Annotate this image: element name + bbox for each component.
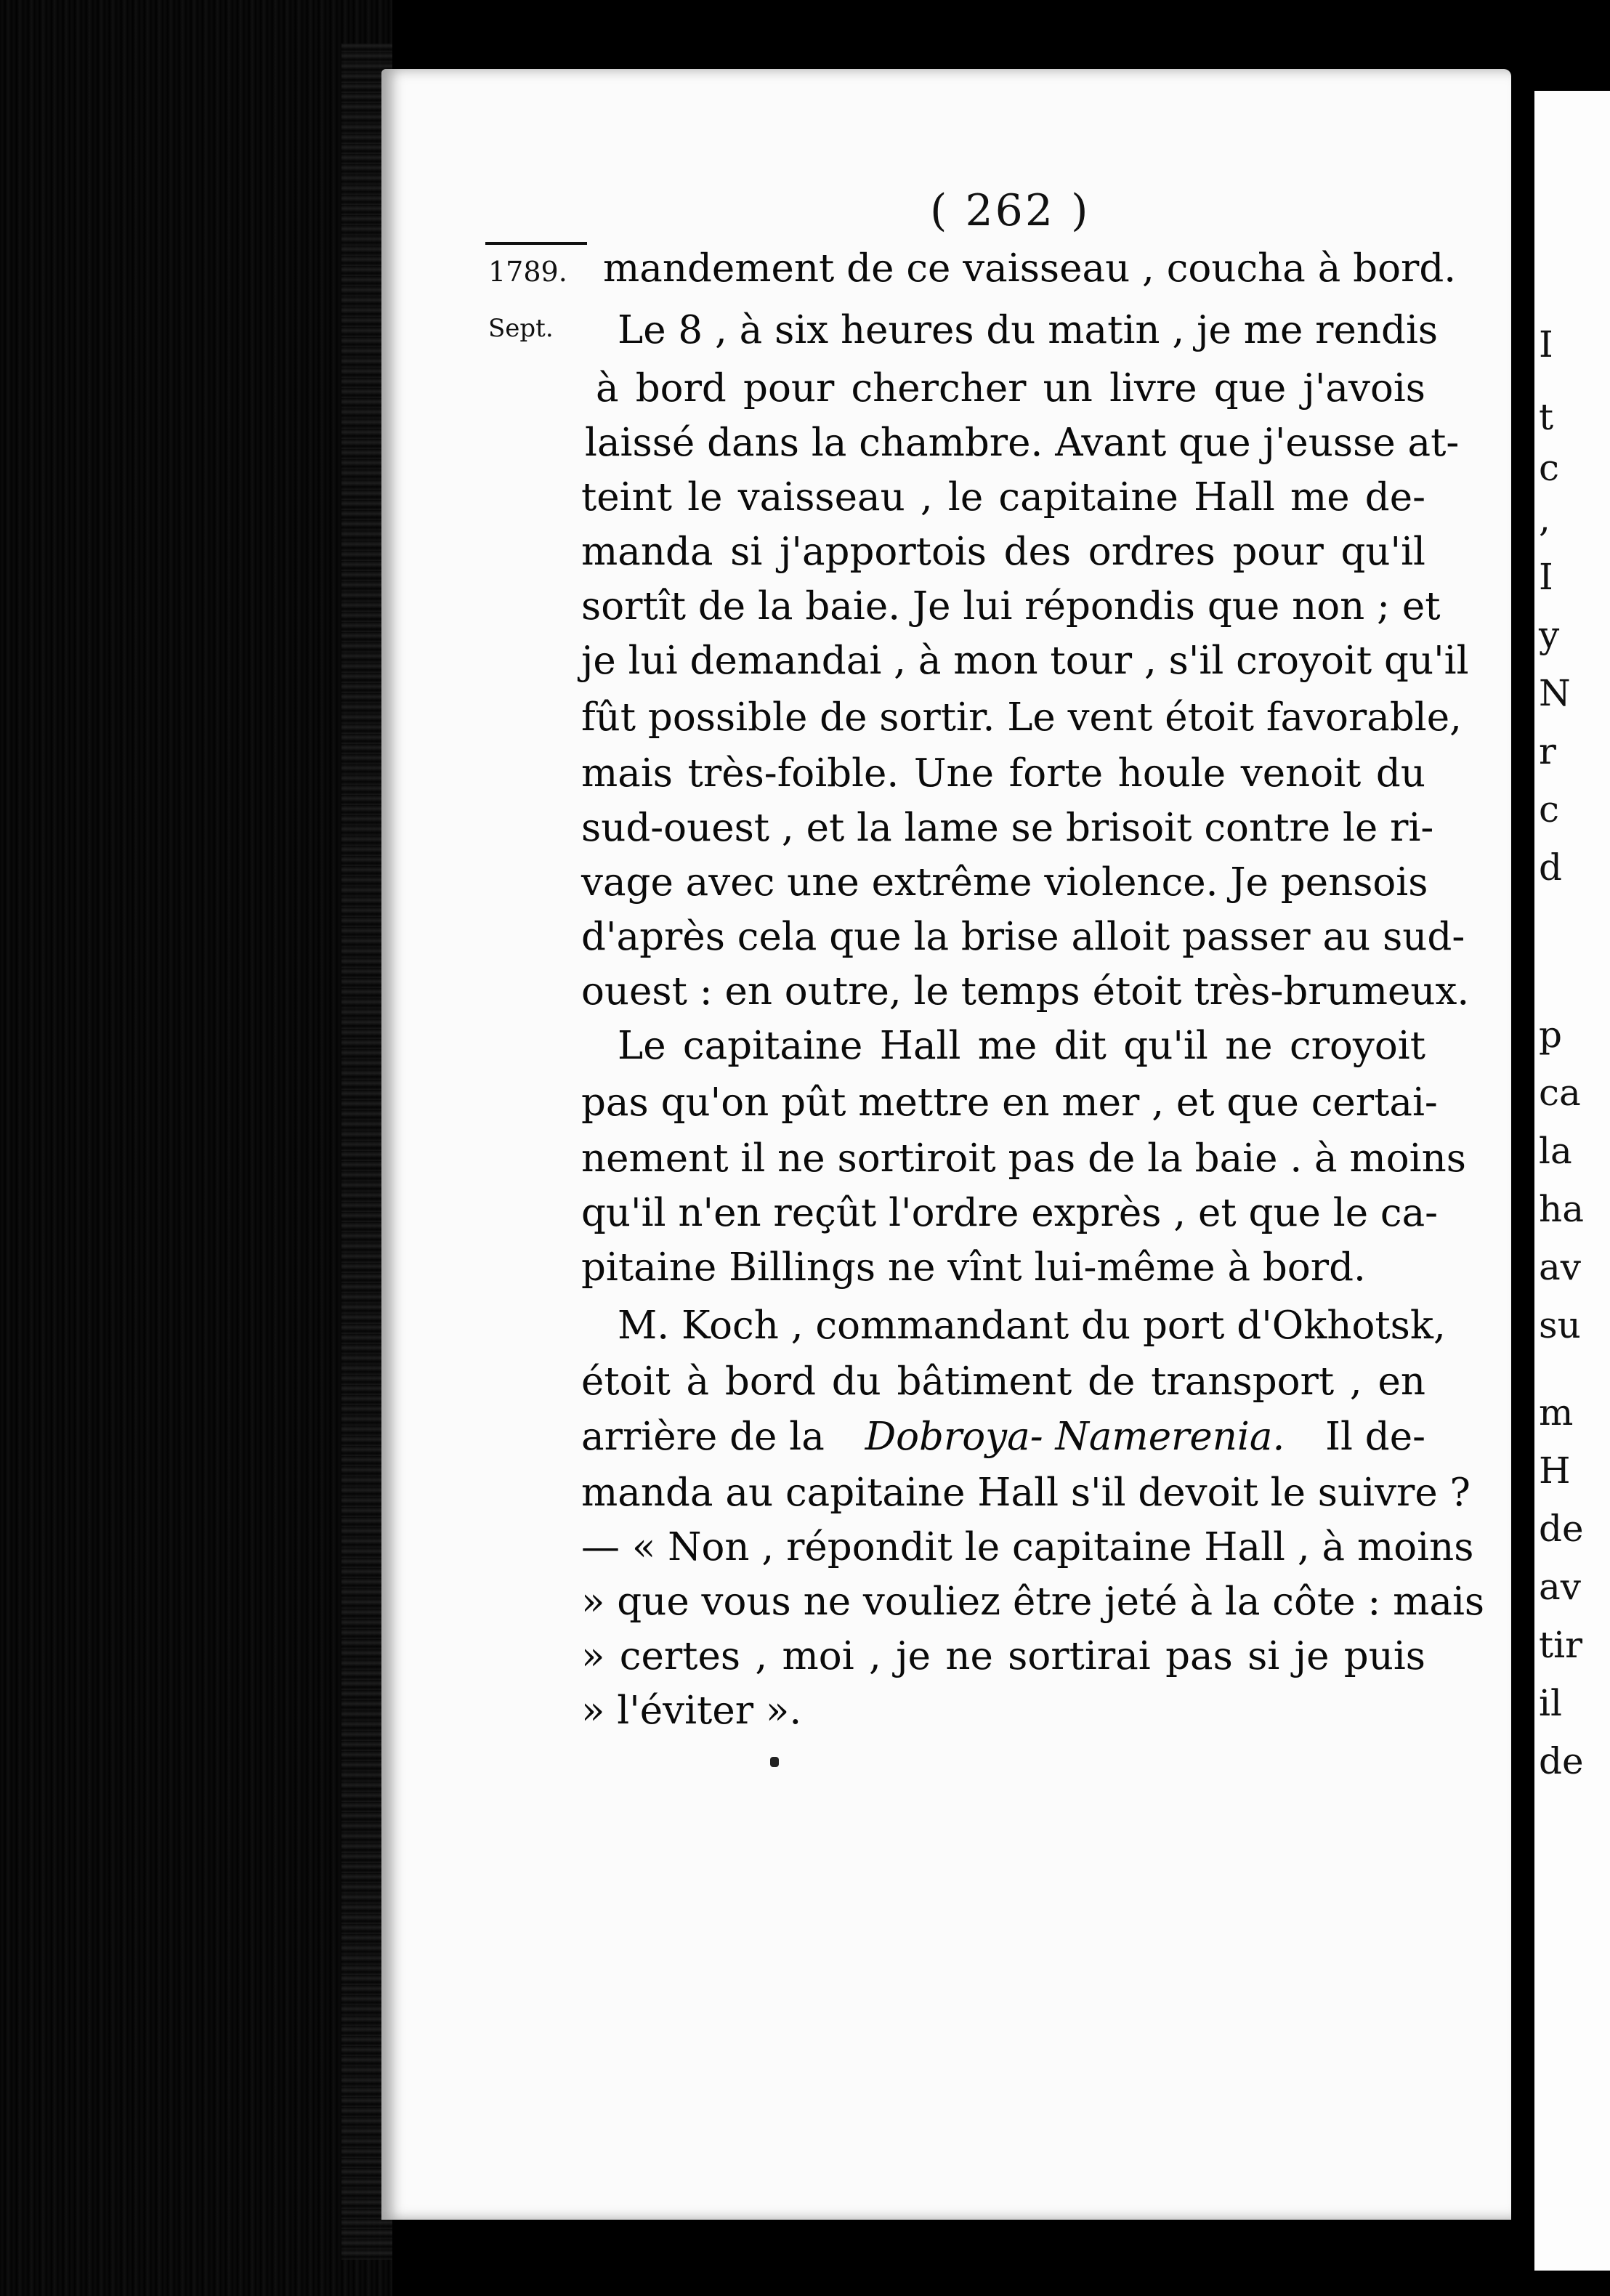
next-page-char: H [1539,1450,1571,1492]
next-page-char: il [1539,1682,1562,1724]
next-page-char: p [1539,1014,1563,1056]
text-line: laissé dans la chambre. Avant que j'eusse at- [585,421,1460,465]
next-page-char: N [1539,672,1571,714]
next-page-char: la [1539,1130,1572,1172]
next-page-char: ca [1539,1072,1581,1114]
text-line: vage avec une extrême violence. Je pensois [581,860,1428,905]
text-line: pas qu'on pût mettre en mer , et que certai- [581,1080,1438,1125]
ship-name: Dobroya- Namerenia. [865,1415,1285,1459]
text-line: » l'éviter ». [581,1689,802,1733]
text-line: mais très-foible. Une forte houle venoit du [581,751,1425,796]
text-line: teint le vaisseau , le capitaine Hall me de- [581,475,1425,520]
page-number: ( 262 ) [930,185,1091,236]
text-segment: arrière de la [581,1415,825,1459]
text-line: nement il ne sortiroit pas de la baie . à moins [581,1136,1466,1181]
text-line: je lui demandai , à mon tour , s'il croyoit qu'il [581,639,1469,683]
text-line: M. Koch , commandant du port d'Okhotsk, [618,1303,1446,1348]
text-line: étoit à bord du bâtiment de transport , en [581,1359,1425,1404]
text-segment: Il de- [1325,1415,1425,1459]
next-page-char: av [1539,1566,1582,1608]
text-line: Le capitaine Hall me dit qu'il ne croyoit [618,1024,1425,1068]
text-line: mandement de ce vaisseau , coucha à bord. [603,246,1457,291]
text-line: à bord pour chercher un livre que j'avois [596,366,1425,411]
text-line: » que vous ne vouliez être jeté à la côte : mais [581,1580,1485,1624]
text-line: qu'il n'en reçût l'ordre exprès , et que le ca- [581,1191,1439,1235]
text-line: — « Non , répondit le capitaine Hall , à moins [581,1525,1474,1569]
next-page-char: y [1539,614,1560,656]
text-line: fût possible de sortir. Le vent étoit favorable, [581,695,1462,740]
text-line: pitaine Billings ne vînt lui-même à bord. [581,1245,1366,1290]
margin-month: Sept. [488,314,554,343]
text-line: d'après cela que la brise alloit passer au sud- [581,915,1465,959]
next-page-char: su [1539,1304,1581,1346]
text-line: manda si j'apportois des ordres pour qu'il [581,530,1425,574]
ink-speck [770,1757,779,1767]
margin-year: 1789. [488,256,567,288]
next-page-char: de [1539,1508,1584,1550]
next-page-char: r [1539,730,1556,772]
next-page-char: I [1539,556,1553,598]
next-page-char: de [1539,1740,1584,1782]
text-line: ouest : en outre, le temps étoit très-brumeux. [581,969,1470,1014]
text-line: manda au capitaine Hall s'il devoit le suivre ? [581,1471,1471,1515]
next-page-char: , [1539,498,1550,540]
next-page-char: c [1539,788,1560,830]
next-page-char: t [1539,396,1554,438]
next-page-char: m [1539,1391,1574,1434]
next-page-char: I [1539,323,1553,365]
text-line: » certes , moi , je ne sortirai pas si je puis [581,1634,1425,1678]
text-line: sud-ouest , et la lame se brisoit contre le ri- [581,806,1434,850]
next-page-char: c [1539,447,1560,489]
text-line: sortît de la baie. Je lui répondis que non ; et [581,584,1441,628]
next-page-char: av [1539,1246,1582,1288]
next-page-char: d [1539,846,1563,889]
text-line [581,1415,1425,1459]
next-page-char: ha [1539,1188,1585,1230]
text-line: Le 8 , à six heures du matin , je me rendis [618,308,1439,352]
next-page-char: tir [1539,1624,1582,1666]
